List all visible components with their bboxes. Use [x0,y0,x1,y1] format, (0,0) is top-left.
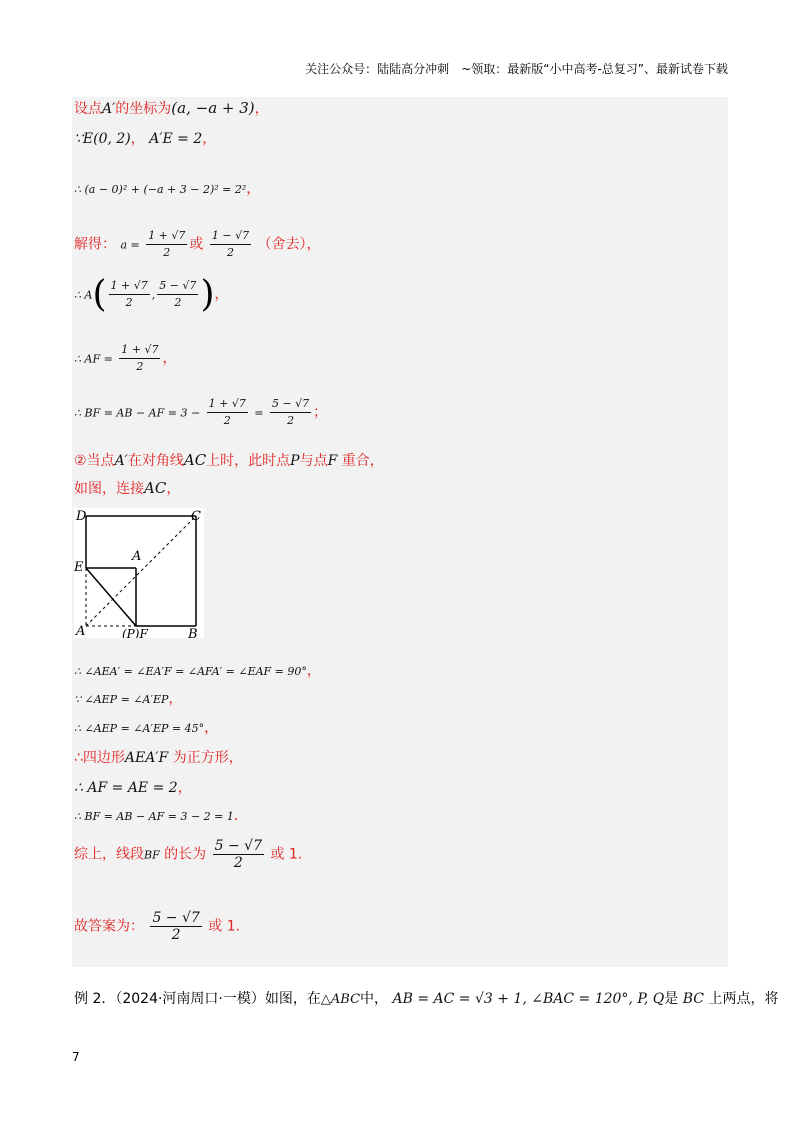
math: ∵E(0, 2) [74,131,131,147]
text-red: 如图，连接 [74,481,144,497]
line-13 [74,747,243,767]
text-red: ， [254,101,269,117]
math: BF [144,848,160,862]
math: (a, −a + 3) [171,99,255,117]
text-red: ， [246,181,261,197]
math: ∵ ∠AEP = ∠A′EP [74,693,169,706]
text-red: 重合， [341,453,384,469]
label-e: E [74,560,84,575]
example-2-question [74,988,778,1008]
math: ∴ ∠AEP = ∠A′EP = 45° [74,722,205,735]
text-red: 的坐标为 [115,101,172,117]
math: ∴ AF = AE = 2 [74,780,178,796]
question-text: 例 2．（2024·河南周口·一模）如图，在 [74,991,321,1007]
figure-svg [74,508,204,638]
line-9 [74,478,180,498]
math: a = [120,238,140,252]
geometry-figure [74,508,204,638]
math: ∴ BF = AB − AF = 3 − 2 = 1 [74,810,234,823]
math: ∴ BF = AB − AF = 3 − [74,406,201,420]
line-11 [74,688,182,708]
label-c: C [191,509,201,524]
line-15 [74,805,248,825]
text-red: ， [162,350,177,367]
question-text: 上两点，将 [708,991,779,1007]
text-red: ②当点 [74,453,115,469]
line-3 [74,178,260,198]
line-8 [74,450,384,470]
fraction: $\frac{1 + √7}{2}$ [148,229,186,259]
text-red: ， [202,131,217,147]
line-2 [74,128,216,148]
text-red: ， [204,720,219,736]
text-red: 或 1. [208,918,241,935]
question-text: 是 [664,991,679,1007]
fraction: $\frac{1 - √7}{2}$ [211,229,250,259]
line-17 [74,910,240,943]
line-1 [74,98,269,118]
line-6 [74,342,176,375]
text-red: ， [168,691,183,707]
text-red: 解得： [74,236,116,253]
text-red: 上时，此时点 [206,453,291,469]
text-red: 与点 [299,453,328,469]
fraction: $\frac{5 - √7}{2}$ [152,910,200,943]
math: P [290,453,300,469]
text-red: （舍去）， [257,236,321,253]
text-red: ， [166,481,181,497]
line-10 [74,660,321,680]
label-a: A [76,624,86,638]
question-text: 中， [360,991,389,1007]
fraction: $\frac{5 - √7}{2}$ [271,397,310,427]
text-red: ， [214,286,229,303]
fraction: $\frac{1 + √7}{2}$ [208,397,246,427]
fraction: $\frac{5 - √7}{2}$ [214,838,262,871]
math: BC [682,991,705,1007]
math: F [327,453,338,469]
fraction: $\frac{1 + √7}{2}$ [121,343,159,373]
line-4 [74,228,321,261]
label-b: B [188,627,198,638]
math: ∴ (a − 0)² + (−a + 3 − 2)² = 2² [74,183,247,196]
fraction: $\frac{5 - √7}{2}$ [159,279,197,309]
text-red: ， [177,780,192,796]
text-red: ； [313,404,328,421]
text-red: ， [130,131,145,147]
math: ∴ A [74,288,93,302]
math: AC [144,479,167,497]
text-red: 设点 [74,101,102,117]
text-red: 在对角线 [127,453,184,469]
math: ∴ ∠AEA′ = ∠EA′F = ∠AFA′ = ∠EAF = 90° [74,665,307,678]
text-red: 或 1. [270,846,303,863]
math: A′ [102,101,116,117]
math: AB = AC = √3 + 1, ∠BAC = 120°, P, Q [392,991,665,1007]
text-red: 的长为 [164,846,207,863]
math: AEA′F [124,750,169,766]
math: A′ [114,453,128,469]
page-header: 关注公众号：陆陆高分冲刺 ~领取：最新版“小中高考-总复习”、最新试卷下载 [305,62,728,76]
line-5 [74,274,228,315]
line-12 [74,717,218,737]
line-16 [74,838,302,871]
label-d: D [76,509,87,524]
text-red: 或 [189,236,204,253]
text-red: ． [233,808,248,824]
fraction: $\frac{1 + √7}{2}$ [110,279,148,309]
math: △ABC [320,992,361,1007]
page-number: 7 [72,1050,80,1064]
label-pf: (P)F [122,627,148,638]
math: A′E = 2 [149,131,203,147]
line-14 [74,777,192,797]
label-a1: A [132,549,142,564]
math: = [254,406,264,420]
text-red: ， [306,663,321,679]
math: AC [183,451,207,469]
text-red: 为正方形， [172,750,243,766]
math: , [151,288,156,302]
line-7 [74,396,327,429]
math: ∴ AF = [74,352,113,366]
text-red: ∴四边形 [74,750,125,766]
paren: ) [200,274,215,315]
text-red: 故答案为： [74,918,144,935]
paren: ( [92,274,107,315]
text-red: 综上，线段 [74,846,144,863]
